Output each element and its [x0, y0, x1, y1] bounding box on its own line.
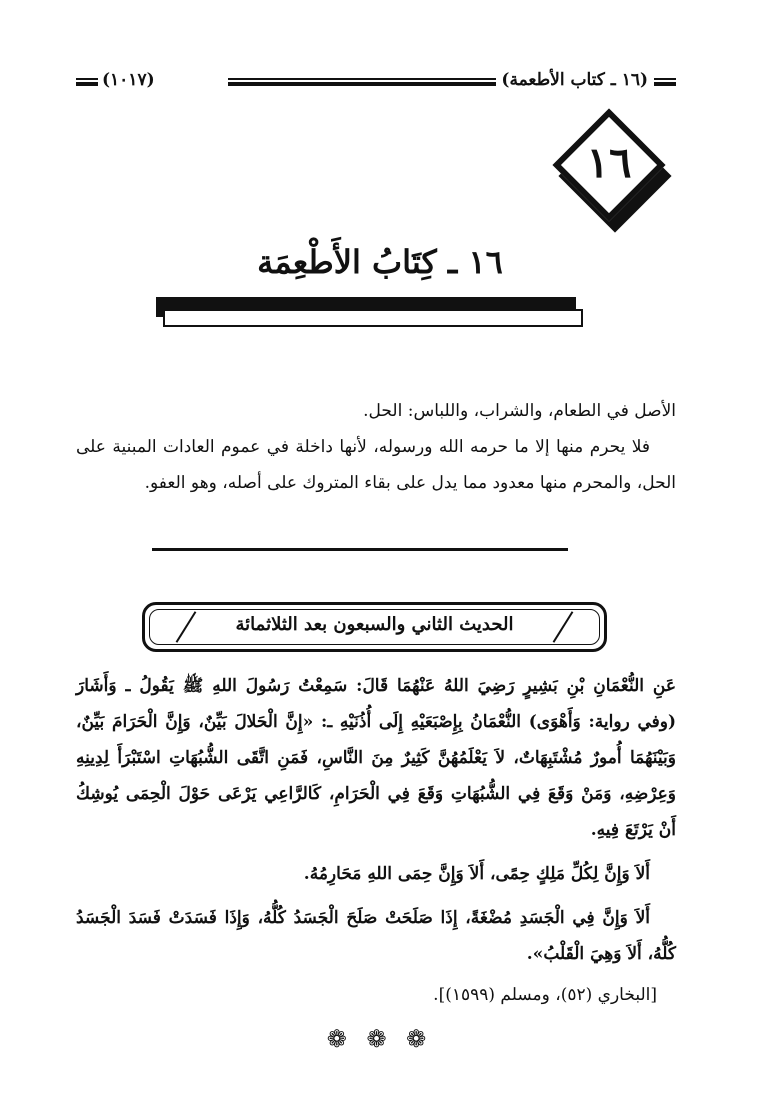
chapter-number-badge: [548, 104, 678, 234]
hadith-narration: عَنِ النُّعْمَانِ بْنِ بَشِيرٍ رَضِيَ اللهُ عَنْهُمَا قَالَ: سَمِعْتُ رَسُولَ اللهِ ﷺ يَقُولُ ـ وَأَشَارَ (وفي رواية: وَأَهْوَى) النُّعْمَانُ بِإِصْبَعَيْهِ إِلَى أُذُنَيْهِ ـ: «إِنَّ الْحَلالَ بَيِّنٌ، وَإِنَّ الْحَرَامَ بَيِّنٌ، وَبَيْنَهُمَا أُمورٌ مُشْتَبِهَاتٌ، لاَ يَعْلَمُهُنَّ كَثِيرٌ مِنَ النَّاسِ، فَمَنِ اتَّقَى الشُّبُهَاتِ اسْتَبْرَأَ لِدِينِهِ وَعِرْضِهِ، وَمَنْ وَقَعَ فِي الشُّبُهَاتِ وَقَعَ فِي الْحَرَامِ، كَالرَّاعِي يَرْعَى حَوْلَ الْحِمَى يُوشِكُ أَنْ يَرْتَعَ فِيهِ.: [76, 676, 676, 840]
flower-ornament-icon: ❁ ❁ ❁: [326, 1025, 433, 1053]
header-rule-middle: [228, 78, 496, 86]
hadith-heading: الحديث الثاني والسبعون بعد الثلاثمائة: [235, 614, 514, 635]
header-rule-left: [76, 78, 98, 86]
intro-paragraph: الأصل في الطعام، والشراب، واللباس: الحل.: [363, 401, 676, 421]
chapter-title: ١٦ ـ كِتَابُ الأَطْعِمَة: [257, 243, 503, 281]
header-rule-right: [654, 78, 676, 86]
hadith-heading-frame: [142, 602, 607, 652]
intro-paragraph: فلا يحرم منها إلا ما حرمه الله ورسوله، لأنها داخلة في عموم العادات المبنية على الحل، والمحرم منها معدود مما يدل على بقاء المتروك على أصله، وهو العفو.: [76, 437, 676, 493]
running-header: [76, 70, 676, 96]
title-decorative-bar: [163, 309, 583, 327]
section-divider: [152, 548, 568, 551]
hadith-citation: [البخاري (٥٢)، ومسلم (١٥٩٩)].: [433, 985, 657, 1005]
hadith-line: أَلاَ وَإِنَّ فِي الْجَسَدِ مُضْغَةً، إِذَا صَلَحَتْ صَلَحَ الْجَسَدُ كُلُّهُ، وَإِذَا فَسَدَتْ فَسَدَ الْجَسَدُ كُلُّهُ، أَلاَ وَهِيَ الْقَلْبُ».: [76, 908, 676, 964]
hadith-line: أَلاَ وَإِنَّ لِكُلِّ مَلِكٍ حِمًى، أَلاَ وَإِنَّ حِمَى اللهِ مَحَارِمُهُ.: [303, 864, 650, 884]
chapter-number: ١٦: [586, 138, 632, 187]
chapter-intro: [76, 393, 676, 501]
running-chapter-title: (١٦ ـ كتاب الأطعمة): [501, 70, 648, 90]
page-number: (١٠١٧): [102, 70, 155, 90]
hadith-text: [76, 668, 676, 972]
